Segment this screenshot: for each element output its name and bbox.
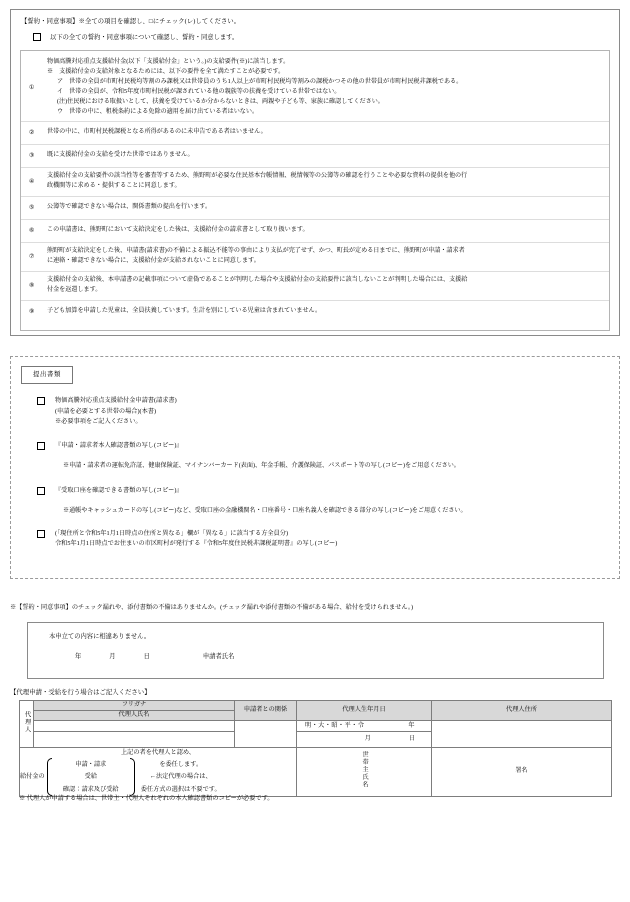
doc-checkbox-tax-exemption-certificate[interactable] xyxy=(37,530,45,538)
document-line: ※必要事項をご記入ください。 xyxy=(55,418,142,426)
pledge-item-line: 熊野町が支給決定をした後、申請書(請求書)の不備による振込不能等の事由により支払が完了せず、かつ、町長が定める日までに、熊野町が申請・請求者 xyxy=(47,248,465,255)
signature-cell[interactable] xyxy=(432,748,612,797)
pledge-items-box xyxy=(20,50,610,331)
pledge-item-1 xyxy=(21,54,609,121)
pledge-item-8 xyxy=(21,271,609,300)
agent-row-label-cell xyxy=(20,701,34,748)
document-line: 令和5年1月1日時点でお住まいの市区町村が発行する『令和5年度住民税非課税証明書』の写し(コピー) xyxy=(55,540,338,548)
document-line: 物価高騰対応重点支援給付金申請書(請求書) xyxy=(55,397,177,405)
delegation-notes xyxy=(141,760,221,794)
header-address: 代理人住所 xyxy=(432,701,612,721)
pledge-section xyxy=(10,9,620,336)
agree-all-label: 以下の全ての誓約・同意事項について確認し、誓約・同意します。 xyxy=(50,34,239,42)
header-agent-name: 代理人氏名 xyxy=(34,711,235,721)
pledge-item-number: ④ xyxy=(29,178,35,186)
agree-all-row[interactable] xyxy=(33,33,610,42)
delegation-option[interactable]: 申請・請求 xyxy=(75,760,107,768)
pledge-item-number: ⑧ xyxy=(29,281,35,289)
document-item-bank-account-document[interactable] xyxy=(37,486,609,496)
header-furigana: フリガナ xyxy=(34,701,235,711)
pledge-item-line: ※ 支援給付金の支給対象となるためには、以下の要件を全て満たすことが必要です。 xyxy=(47,69,285,76)
table-row[interactable] xyxy=(20,721,612,732)
declaration-month-label: 月 xyxy=(109,653,116,661)
declaration-applicant-name-label: 申請者氏名 xyxy=(202,653,235,661)
agent-section-title: 【代理申請・受給を行う場合はご記入ください】 xyxy=(10,689,151,696)
delegation-option[interactable]: 受給 xyxy=(84,773,97,781)
delegation-cell xyxy=(20,748,297,797)
agent-table xyxy=(19,700,612,797)
doc-checkbox-bank-account-document[interactable] xyxy=(37,487,45,495)
table-row xyxy=(20,701,612,711)
signature-label: 署名 xyxy=(515,767,528,775)
pledge-item-7 xyxy=(21,242,609,271)
field-address-input[interactable] xyxy=(432,721,612,748)
delegation-note-1: ←法定代理の場合は、 xyxy=(149,773,212,781)
table-row xyxy=(20,748,612,797)
footer-note: ※ 代理人が申請する場合は、世帯主・代理人それぞれの本人確認書類のコピーが必要です。 xyxy=(19,795,274,802)
pledge-item-line: 支援給付金の支給後、本申請書の記載事項について虚偽であることが判明した場合や支援給付金の支給要件に該当しないことが判明した場合には、支援給 xyxy=(47,276,468,283)
delegation-options-row[interactable] xyxy=(20,758,296,795)
delegation-prefix: 給付金の xyxy=(20,773,45,781)
doc-checkbox-application-form[interactable] xyxy=(37,397,45,405)
householder-name-label: 世帯主氏名 xyxy=(361,751,369,789)
header-relationship: 申請者との関係 xyxy=(235,701,297,721)
agent-row-label: 代理人 xyxy=(23,710,31,734)
householder-label-cell xyxy=(297,748,432,797)
delegation-option[interactable]: 確認：請求及び受給 xyxy=(62,785,119,793)
document-line: (「現住所と令和5年1月1日時点の住所と異なる」欄が「異なる」に該当する方全員分) xyxy=(55,529,289,537)
declaration-statement: 本申立ての内容に相違ありません。 xyxy=(49,633,151,640)
pledge-item-number: ⑦ xyxy=(29,252,35,260)
pledge-item-line: 付金を返還します。 xyxy=(47,286,102,293)
document-item-identity-document[interactable] xyxy=(37,441,609,451)
document-item-text xyxy=(55,529,337,550)
pledge-item-number: ① xyxy=(29,83,35,91)
birth-eras-label: 明・大・昭・平・令 xyxy=(305,721,365,729)
declaration-year-label: 年 xyxy=(75,653,82,661)
delegation-line1: 上記の者を代理人と認め、 xyxy=(120,749,195,756)
birth-day-label: 日 xyxy=(408,735,415,742)
field-furigana-input[interactable] xyxy=(34,721,235,732)
declaration-box xyxy=(27,622,604,679)
pledge-item-line: 支援給付金の支給要件の該当性等を審査等するため、熊野町が必要な住民基本台帳情報、税情報等の公簿等の確認を行うことや必要な資料の提供を他の行 xyxy=(47,173,468,180)
field-birth-month-day-row[interactable] xyxy=(297,732,432,748)
pledge-item-line: イ 世帯の全員が、令和5年度市町村民税が課されている他の親族等の扶養を受けている世帯ではない。 xyxy=(57,88,341,95)
pledge-item-2 xyxy=(21,121,609,144)
birth-year-label: 年 xyxy=(408,721,415,729)
pledge-item-line: 既に支援給付金の支給を受けた世帯ではありません。 xyxy=(47,152,194,159)
field-relationship-input[interactable] xyxy=(235,721,297,748)
pledge-item-text xyxy=(47,172,603,192)
pledge-item-5 xyxy=(21,196,609,219)
pledge-item-line: (注)住民税における取扱いとして、扶養を受けているか分からないときは、両親や子ども等、家族に確認してください。 xyxy=(57,98,384,105)
pledge-item-text xyxy=(47,203,603,213)
pledge-item-3 xyxy=(21,144,609,167)
doc-checkbox-identity-document[interactable] xyxy=(37,442,45,450)
pledge-item-number: ⑥ xyxy=(29,227,35,235)
pledge-item-line: 世帯の中に、市町村民税課税となる所得があるのに未申告である者はいません。 xyxy=(47,129,267,136)
field-agent-name-input[interactable] xyxy=(34,732,235,748)
pledge-item-9 xyxy=(21,300,609,323)
pledge-item-line: 物価高騰対応重点支援給付金(以下「支援給付金」という。)の支給要件(※)に該当します。 xyxy=(47,59,290,66)
pledge-item-line: 公簿等で確認できない場合は、関係書類の提出を行います。 xyxy=(47,204,212,211)
pledge-item-line: 子ども加算を申請した児童は、全員扶養しています。生計を別にしている児童は含まれていません。 xyxy=(47,307,322,314)
field-birth-era-row[interactable] xyxy=(297,721,432,732)
document-item-text xyxy=(55,441,183,451)
pledge-item-line: ウ 世帯の中に、租税条約による免除の適用を届け出ている者はいない。 xyxy=(57,108,259,115)
delegation-option-list[interactable] xyxy=(52,758,130,795)
documents-tag-label: 提出書類 xyxy=(21,366,73,384)
birth-month-label: 月 xyxy=(364,735,371,742)
document-line: 『申請・請求者本人確認書類の写し(コピー)』 xyxy=(55,441,183,449)
pledge-item-line: 政機関等に求める・提供することに同意します。 xyxy=(47,183,181,190)
document-note-bank-account: ※通帳やキャッシュカードの写し(コピー)など、受取口座の金融機関名・口座番号・口座名義人を確認できる部分の写し(コピー)をご用意ください。 xyxy=(63,508,467,515)
header-birthdate: 代理人生年月日 xyxy=(297,701,432,721)
document-line: 『受取口座を確認できる書類の写し(コピー)』 xyxy=(55,486,183,494)
declaration-date-row[interactable] xyxy=(49,652,603,661)
pledge-item-6 xyxy=(21,219,609,242)
pledge-item-line: ア 世帯の全員が市町村民税均等割のみ課税又は世帯員のうち1人以上が市町村民税均等割みの課税かつその他の世帯員が市町村民税非課税である。 xyxy=(57,78,463,85)
document-note-identity: ※申請・請求者の運転免許証、健康保険証、マイナンバーカード(表面)、年金手帳、介護保険証、パスポート等の写し(コピー)をご用意ください。 xyxy=(63,462,460,469)
document-item-text xyxy=(55,486,183,496)
declaration-day-label: 日 xyxy=(143,653,150,661)
delegation-note-2: 委任方式の選択は不要です。 xyxy=(140,785,221,793)
pledge-item-text xyxy=(47,58,603,117)
document-item-text xyxy=(55,396,177,427)
document-item-application-form[interactable] xyxy=(37,396,609,427)
pledge-item-text xyxy=(47,247,603,267)
delegation-suffix: を委任します。 xyxy=(159,760,203,768)
pledge-item-4 xyxy=(21,167,609,196)
documents-section xyxy=(10,356,620,579)
pledge-item-text xyxy=(47,151,603,161)
caution-text: ※【誓約・同意事項】のチェック漏れや、添付書類の不備はありませんか。(チェック漏れや添付書類の不備がある場合、給付を受けられません。) xyxy=(10,604,414,611)
pledge-item-number: ⑤ xyxy=(29,204,35,212)
pledge-item-number: ③ xyxy=(29,152,35,160)
document-line: (申請を必要とする世帯の場合)(本書) xyxy=(55,407,157,415)
document-item-tax-exemption-certificate[interactable] xyxy=(37,529,609,550)
pledge-item-text xyxy=(47,276,603,296)
delegation-brace xyxy=(47,758,135,795)
agree-all-checkbox[interactable] xyxy=(33,33,41,41)
pledge-item-text xyxy=(47,128,603,138)
pledge-item-text xyxy=(47,307,603,317)
pledge-heading: 【誓約・同意事項】※全ての項目を確認し、□にチェック(レ)してください。 xyxy=(21,18,241,25)
pledge-item-line: この申請書は、熊野町において支給決定をした後は、支援給付金の請求書として取り扱います。 xyxy=(47,227,309,234)
pledge-item-number: ⑨ xyxy=(29,307,35,315)
pledge-item-text xyxy=(47,226,603,236)
pledge-item-line: に連絡・確認できない場合に、支援給付金が支給されないことに同意します。 xyxy=(47,257,260,264)
brace-right-icon xyxy=(130,758,135,795)
pledge-item-number: ② xyxy=(29,129,35,137)
